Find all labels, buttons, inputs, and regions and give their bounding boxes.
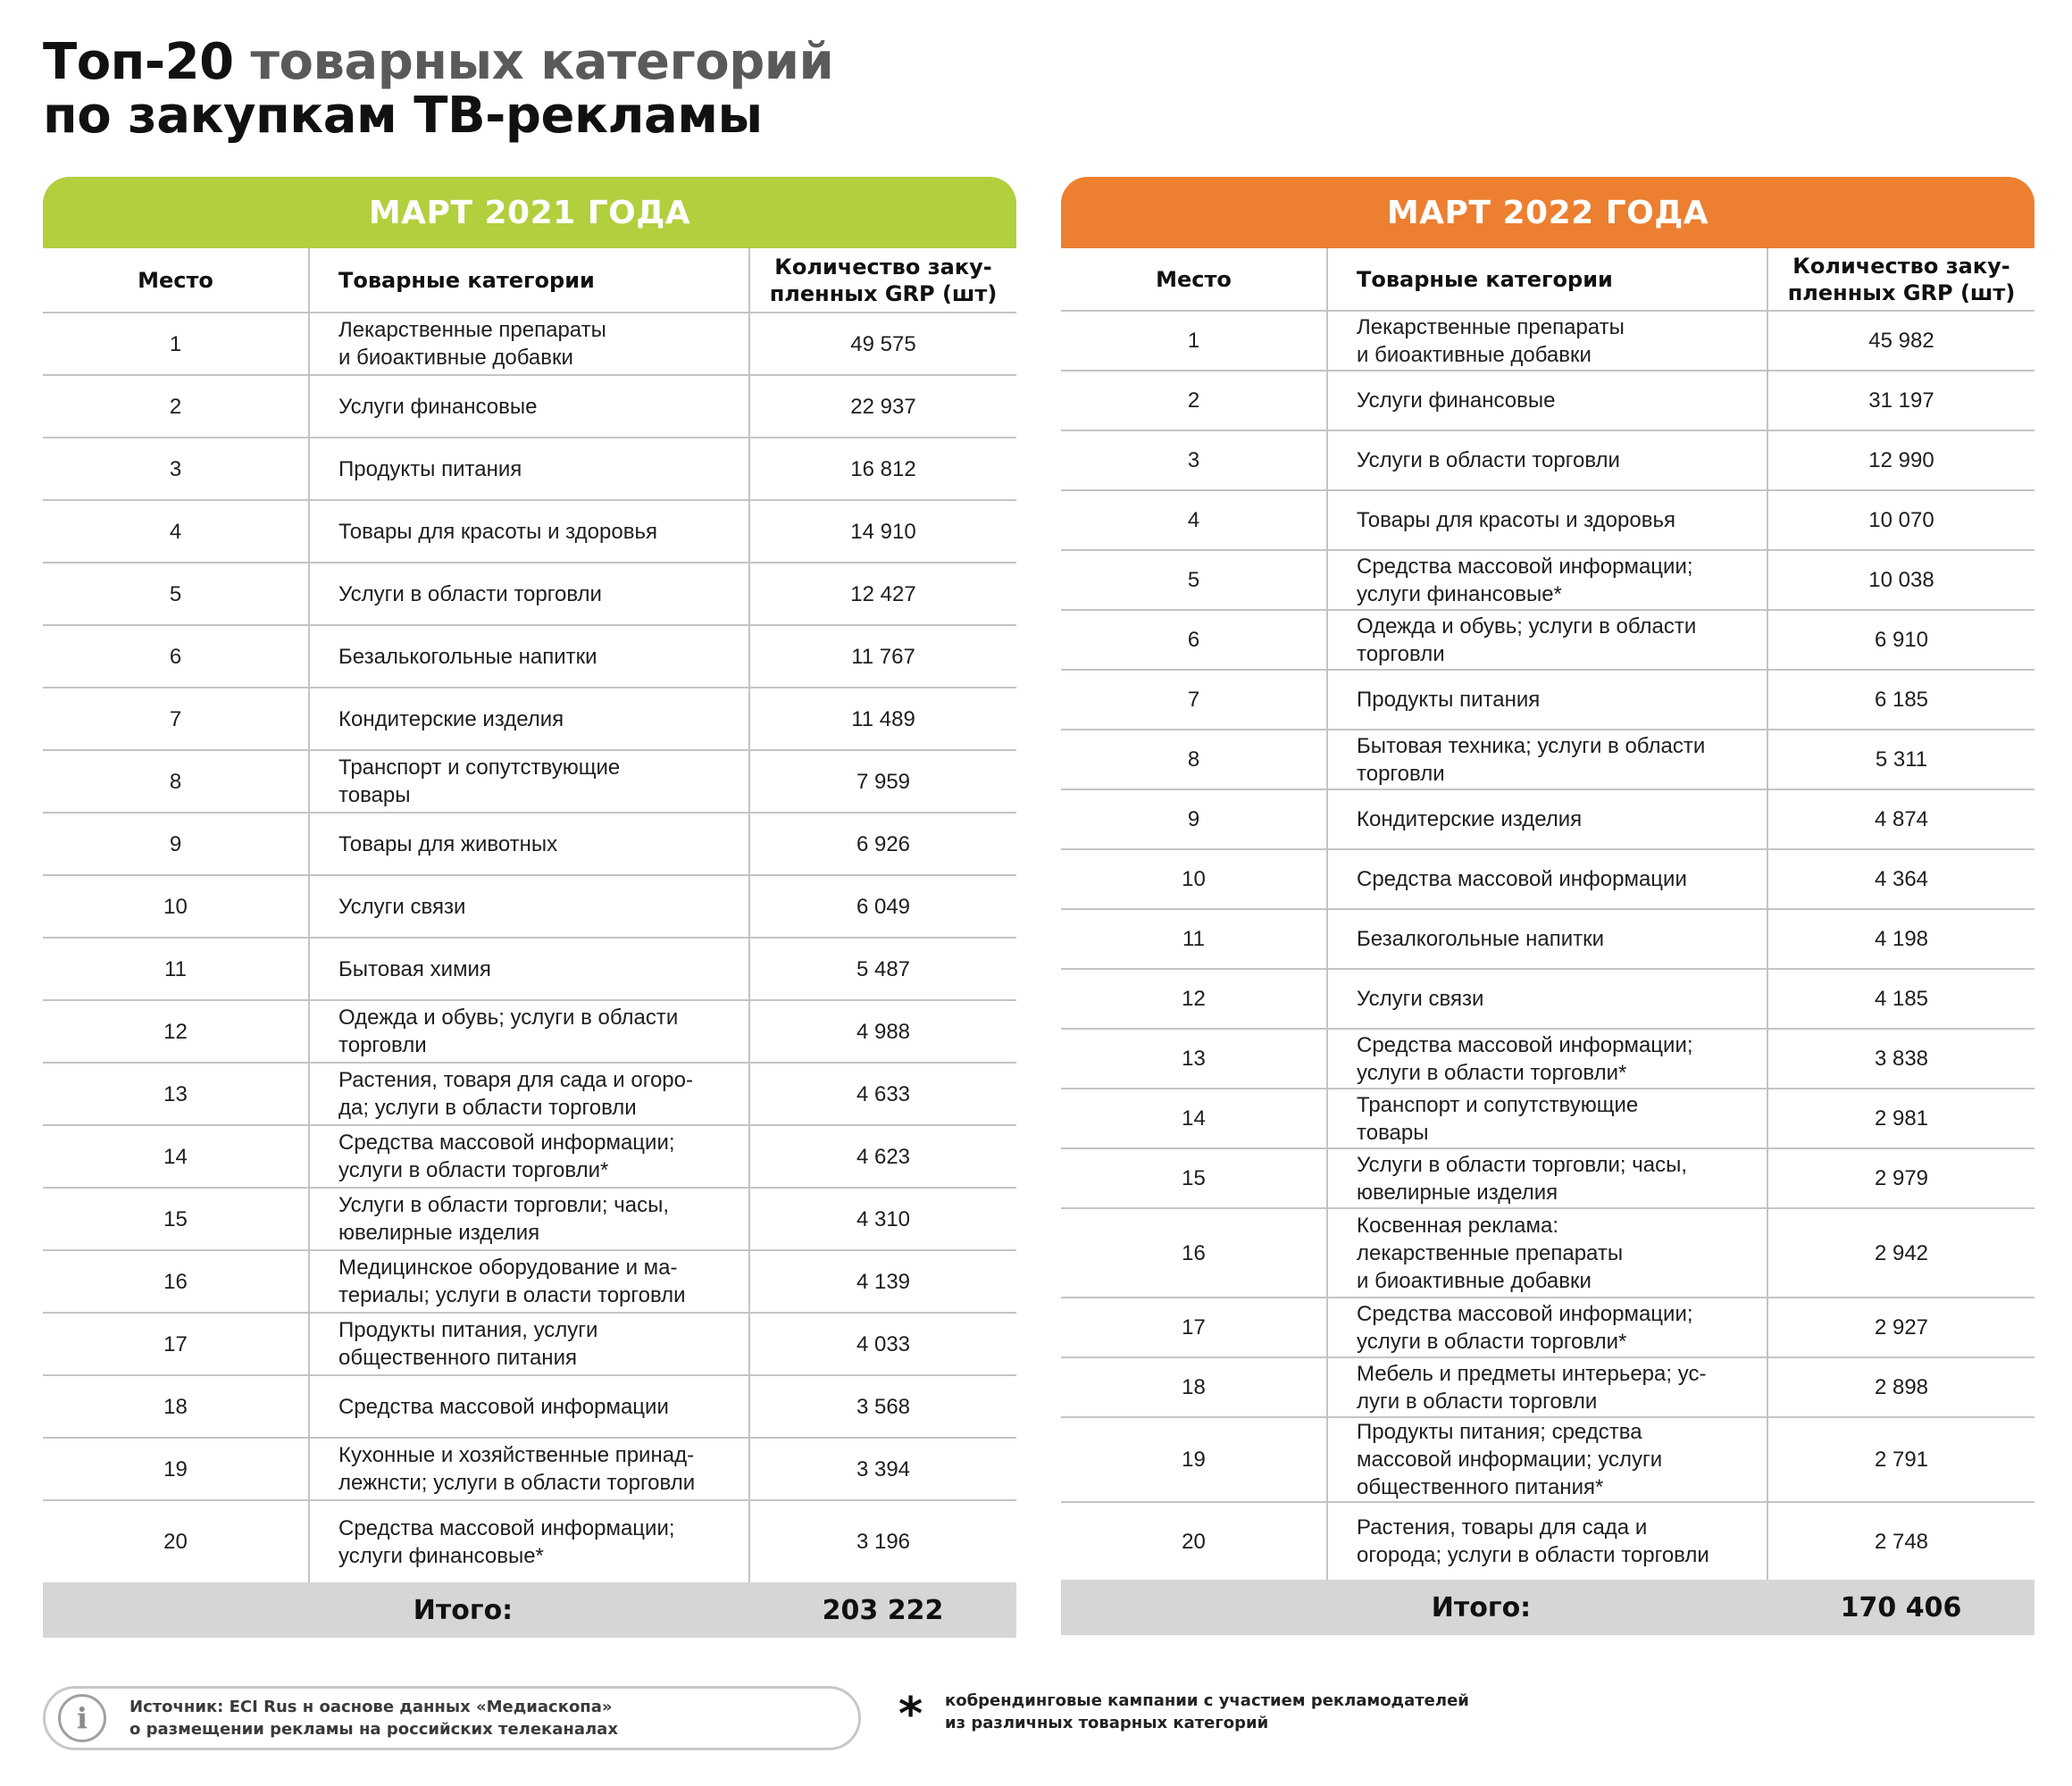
cell-place: 1 bbox=[1061, 311, 1327, 371]
cell-place: 19 bbox=[43, 1438, 309, 1500]
cell-grp: 49 575 bbox=[749, 313, 1016, 375]
cell-place: 13 bbox=[1061, 1029, 1327, 1089]
cell-place: 3 bbox=[1061, 430, 1327, 490]
cell-grp: 4 198 bbox=[1767, 909, 2034, 969]
cell-category: Медицинское оборудование и ма- териалы; услуги в оласти торговли bbox=[309, 1250, 749, 1313]
cell-category: Бытовая химия bbox=[309, 938, 749, 1000]
cell-grp: 6 049 bbox=[749, 875, 1016, 938]
cell-grp: 16 812 bbox=[749, 438, 1016, 500]
cell-category: Безалькогольные напитки bbox=[309, 625, 749, 688]
table-row bbox=[1061, 1029, 2034, 1089]
total-label: Итого: bbox=[413, 1594, 514, 1626]
cell-place: 8 bbox=[43, 750, 309, 813]
cell-grp: 2 748 bbox=[1767, 1502, 2034, 1580]
cell-grp: 6 926 bbox=[749, 813, 1016, 875]
cell-place: 4 bbox=[43, 500, 309, 563]
cell-grp: 4 988 bbox=[749, 1000, 1016, 1063]
table-row bbox=[1061, 1148, 2034, 1208]
table-row bbox=[1061, 1502, 2034, 1580]
table-row bbox=[43, 625, 1016, 688]
panel-heading-2021: МАРТ 2021 ГОДА bbox=[43, 177, 1016, 248]
cell-grp: 10 070 bbox=[1767, 490, 2034, 550]
cell-grp: 4 033 bbox=[749, 1313, 1016, 1375]
cell-place: 15 bbox=[1061, 1148, 1327, 1208]
table-row bbox=[43, 1375, 1016, 1438]
table-row bbox=[1061, 670, 2034, 730]
cell-place: 14 bbox=[1061, 1089, 1327, 1148]
cell-grp: 4 364 bbox=[1767, 849, 2034, 909]
cell-category: Услуги связи bbox=[1327, 969, 1767, 1029]
table-row bbox=[43, 1500, 1016, 1582]
cell-place: 13 bbox=[43, 1063, 309, 1125]
cell-place: 12 bbox=[43, 1000, 309, 1063]
total-row-2021 bbox=[43, 1582, 1016, 1638]
cell-grp: 10 038 bbox=[1767, 550, 2034, 610]
cell-category: Бытовая техника; услуги в области торговли bbox=[1327, 730, 1767, 789]
cell-category: Транспорт и сопутствующие товары bbox=[1327, 1089, 1767, 1148]
cell-place: 12 bbox=[1061, 969, 1327, 1029]
cell-grp: 2 791 bbox=[1767, 1417, 2034, 1502]
cell-category: Услуги в области торговли bbox=[1327, 430, 1767, 490]
cell-category: Кондитерские изделия bbox=[1327, 789, 1767, 849]
column-header-category: Товарные категории bbox=[1327, 248, 1767, 311]
cell-category: Растения, товаря для сада и огоро- да; услуги в области торговли bbox=[309, 1063, 749, 1125]
cell-grp: 4 633 bbox=[749, 1063, 1016, 1125]
cell-category: Безалкогольные напитки bbox=[1327, 909, 1767, 969]
table-row bbox=[43, 375, 1016, 438]
cell-place: 18 bbox=[43, 1375, 309, 1438]
cell-category: Одежда и обувь; услуги в области торговли bbox=[309, 1000, 749, 1063]
cell-grp: 22 937 bbox=[749, 375, 1016, 438]
column-header-grp: Количество заку- пленных GRP (шт) bbox=[749, 248, 1016, 313]
cell-grp: 12 427 bbox=[749, 563, 1016, 625]
cell-place: 10 bbox=[1061, 849, 1327, 909]
cell-place: 3 bbox=[43, 438, 309, 500]
table-row bbox=[1061, 550, 2034, 610]
source-text: Источник: ECI Rus н оаснове данных «Медиаскопа» о размещении рекламы на российских телеканалах bbox=[130, 1698, 618, 1739]
table-row bbox=[1061, 610, 2034, 670]
cell-grp: 5 487 bbox=[749, 938, 1016, 1000]
cell-place: 2 bbox=[1061, 371, 1327, 430]
cobranding-text: кобрендинговые кампании с участием рекламодателей из различных товарных категорий bbox=[945, 1691, 1469, 1732]
table-row bbox=[1061, 1357, 2034, 1417]
cell-place: 7 bbox=[43, 688, 309, 750]
table-row bbox=[43, 938, 1016, 1000]
cell-category: Услуги в области торговли; часы, ювелирные изделия bbox=[309, 1188, 749, 1250]
table-row bbox=[43, 313, 1016, 375]
cell-category: Средства массовой информации; услуги финансовые* bbox=[1327, 550, 1767, 610]
table-row bbox=[43, 688, 1016, 750]
cell-grp: 31 197 bbox=[1767, 371, 2034, 430]
table-row bbox=[43, 563, 1016, 625]
title-categories: товарных категорий bbox=[233, 33, 834, 91]
table-row bbox=[1061, 430, 2034, 490]
cell-place: 19 bbox=[1061, 1417, 1327, 1502]
table-panel-2021 bbox=[43, 177, 1016, 1638]
cell-place: 9 bbox=[1061, 789, 1327, 849]
cell-category: Продукты питания bbox=[309, 438, 749, 500]
table-row bbox=[43, 750, 1016, 813]
table-row bbox=[43, 1000, 1016, 1063]
cell-category: Средства массовой информации; услуги в области торговли* bbox=[309, 1125, 749, 1188]
cell-place: 6 bbox=[1061, 610, 1327, 670]
total-value: 170 406 bbox=[1840, 1591, 1962, 1623]
cell-grp: 2 942 bbox=[1767, 1208, 2034, 1298]
table-row bbox=[1061, 789, 2034, 849]
table-row bbox=[43, 1188, 1016, 1250]
title-line-1 bbox=[43, 33, 834, 91]
cell-grp: 2 981 bbox=[1767, 1089, 2034, 1148]
table-row bbox=[1061, 490, 2034, 550]
cell-grp: 4 310 bbox=[749, 1188, 1016, 1250]
cell-category: Средства массовой информации; услуги финансовые* bbox=[309, 1500, 749, 1582]
table-row bbox=[43, 1250, 1016, 1313]
cell-place: 5 bbox=[1061, 550, 1327, 610]
ranking-table-2021 bbox=[43, 248, 1016, 1582]
column-header-place: Место bbox=[1061, 248, 1327, 311]
cell-grp: 45 982 bbox=[1767, 311, 2034, 371]
cell-category: Средства массовой информации bbox=[309, 1375, 749, 1438]
cell-place: 5 bbox=[43, 563, 309, 625]
cobranding-note bbox=[898, 1686, 1469, 1741]
cell-grp: 4 139 bbox=[749, 1250, 1016, 1313]
cell-category: Кухонные и хозяйственные принад- лежнсти; услуги в области торговли bbox=[309, 1438, 749, 1500]
ranking-table-2022 bbox=[1061, 248, 2034, 1580]
cell-category: Продукты питания bbox=[1327, 670, 1767, 730]
cell-category: Мебель и предметы интерьера; ус- луги в области торговли bbox=[1327, 1357, 1767, 1417]
cell-category: Услуги в области торговли bbox=[309, 563, 749, 625]
cell-category: Средства массовой информации bbox=[1327, 849, 1767, 909]
table-row bbox=[43, 1313, 1016, 1375]
cell-grp: 2 979 bbox=[1767, 1148, 2034, 1208]
cell-category: Продукты питания; средства массовой информации; услуги общественного питания* bbox=[1327, 1417, 1767, 1502]
cell-place: 7 bbox=[1061, 670, 1327, 730]
table-row bbox=[43, 813, 1016, 875]
cell-category: Товары для красоты и здоровья bbox=[1327, 490, 1767, 550]
cell-category: Услуги связи bbox=[309, 875, 749, 938]
cell-grp: 3 568 bbox=[749, 1375, 1016, 1438]
cell-grp: 4 185 bbox=[1767, 969, 2034, 1029]
cell-category: Услуги в области торговли; часы, ювелирные изделия bbox=[1327, 1148, 1767, 1208]
panel-heading-2022: МАРТ 2022 ГОДА bbox=[1061, 177, 2034, 248]
cell-category: Товары для красоты и здоровья bbox=[309, 500, 749, 563]
cell-place: 9 bbox=[43, 813, 309, 875]
total-row-2022 bbox=[1061, 1580, 2034, 1635]
cell-category: Лекарственные препараты и биоактивные добавки bbox=[309, 313, 749, 375]
table-row bbox=[1061, 909, 2034, 969]
cell-category: Продукты питания, услуги общественного питания bbox=[309, 1313, 749, 1375]
table-row bbox=[43, 500, 1016, 563]
table-row bbox=[1061, 730, 2034, 789]
cell-grp: 14 910 bbox=[749, 500, 1016, 563]
cell-place: 10 bbox=[43, 875, 309, 938]
table-header-row bbox=[1061, 248, 2034, 311]
cell-place: 11 bbox=[43, 938, 309, 1000]
cell-category: Средства массовой информации; услуги в области торговли* bbox=[1327, 1029, 1767, 1089]
table-row bbox=[1061, 1208, 2034, 1298]
cell-place: 20 bbox=[163, 1530, 188, 1554]
cell-category: Услуги финансовые bbox=[1327, 371, 1767, 430]
cell-place: 17 bbox=[43, 1313, 309, 1375]
column-header-category: Товарные категории bbox=[309, 248, 749, 313]
cell-place: 1 bbox=[43, 313, 309, 375]
cell-category: Средства массовой информации; услуги в области торговли* bbox=[1327, 1298, 1767, 1357]
column-header-place: Место bbox=[43, 248, 309, 313]
source-note bbox=[43, 1686, 861, 1750]
cell-grp: 11 767 bbox=[749, 625, 1016, 688]
cell-category: Лекарственные препараты и биоактивные добавки bbox=[1327, 311, 1767, 371]
cell-grp: 4 623 bbox=[749, 1125, 1016, 1188]
cell-grp: 6 185 bbox=[1767, 670, 2034, 730]
table-header-row bbox=[43, 248, 1016, 313]
info-icon: i bbox=[58, 1694, 106, 1742]
cell-place: 16 bbox=[1061, 1208, 1327, 1298]
cell-grp: 5 311 bbox=[1767, 730, 2034, 789]
cell-grp: 7 959 bbox=[749, 750, 1016, 813]
cell-place: 11 bbox=[1061, 909, 1327, 969]
cell-place: 15 bbox=[43, 1188, 309, 1250]
table-row bbox=[43, 1063, 1016, 1125]
table-row bbox=[1061, 849, 2034, 909]
cell-grp: 3 838 bbox=[1767, 1029, 2034, 1089]
cell-category: Услуги финансовые bbox=[309, 375, 749, 438]
cell-grp: 6 910 bbox=[1767, 610, 2034, 670]
table-row bbox=[1061, 1417, 2034, 1502]
cell-grp: 11 489 bbox=[749, 688, 1016, 750]
cell-category: Товары для животных bbox=[309, 813, 749, 875]
table-row bbox=[1061, 371, 2034, 430]
cell-category: Кондитерские изделия bbox=[309, 688, 749, 750]
cell-grp: 4 874 bbox=[1767, 789, 2034, 849]
total-value: 203 222 bbox=[822, 1594, 944, 1626]
cell-place: 14 bbox=[43, 1125, 309, 1188]
cell-place: 2 bbox=[43, 375, 309, 438]
cell-place: 18 bbox=[1061, 1357, 1327, 1417]
cell-place: 4 bbox=[1061, 490, 1327, 550]
table-row bbox=[43, 438, 1016, 500]
table-row bbox=[1061, 311, 2034, 371]
table-row bbox=[1061, 969, 2034, 1029]
page-title bbox=[43, 33, 834, 145]
cell-place: 16 bbox=[43, 1250, 309, 1313]
table-row bbox=[1061, 1298, 2034, 1357]
cell-category: Транспорт и сопутствующие товары bbox=[309, 750, 749, 813]
cell-place: 20 bbox=[1182, 1529, 1206, 1554]
cell-category: Косвенная реклама: лекарственные препараты и биоактивные добавки bbox=[1327, 1208, 1767, 1298]
column-header-grp: Количество заку- пленных GRP (шт) bbox=[1767, 248, 2034, 311]
total-label: Итого: bbox=[1431, 1591, 1532, 1623]
cell-category: Одежда и обувь; услуги в области торговли bbox=[1327, 610, 1767, 670]
cell-place: 8 bbox=[1061, 730, 1327, 789]
cell-place: 6 bbox=[43, 625, 309, 688]
cell-grp: 12 990 bbox=[1767, 430, 2034, 490]
table-row bbox=[43, 875, 1016, 938]
table-row bbox=[43, 1125, 1016, 1188]
cell-place: 17 bbox=[1061, 1298, 1327, 1357]
title-line-2: по закупкам ТВ-рекламы bbox=[43, 87, 763, 145]
table-row bbox=[43, 1438, 1016, 1500]
cell-grp: 3 196 bbox=[749, 1500, 1016, 1582]
cell-grp: 2 898 bbox=[1767, 1357, 2034, 1417]
title-top20: Топ-20 bbox=[43, 33, 234, 91]
cell-grp: 3 394 bbox=[749, 1438, 1016, 1500]
table-panel-2022 bbox=[1061, 177, 2034, 1635]
asterisk-icon: * bbox=[898, 1688, 923, 1741]
table-row bbox=[1061, 1089, 2034, 1148]
cell-category: Растения, товары для сада и огорода; услуги в области торговли bbox=[1327, 1502, 1767, 1580]
cell-grp: 2 927 bbox=[1767, 1298, 2034, 1357]
